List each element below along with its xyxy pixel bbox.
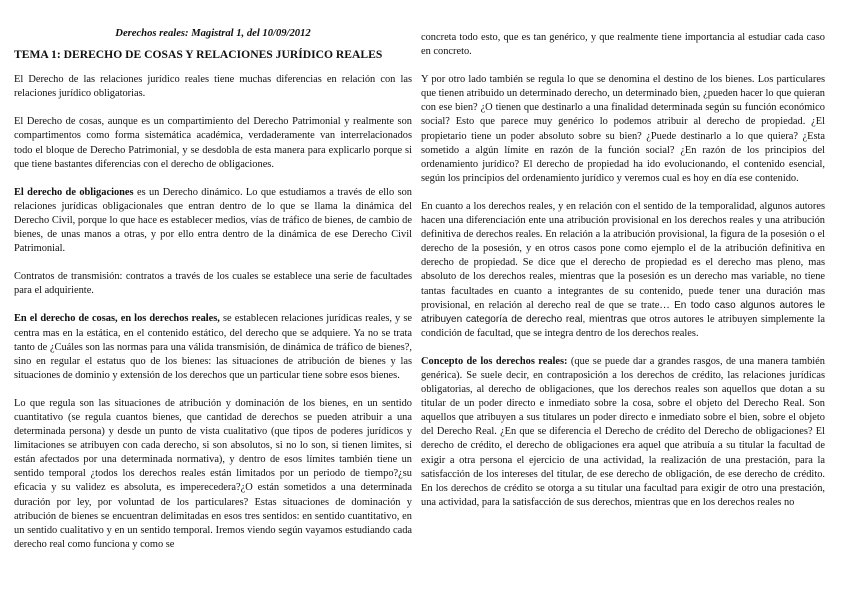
paragraph-obligaciones — [14, 186, 412, 256]
paragraph-temporalidad — [421, 200, 825, 341]
document-header: Derechos reales: Magistral 1, del 10/09/2012 — [115, 28, 311, 39]
paragraph-text: se establecen relaciones jurídicas reales, y se centra mas en la estática, en el contenido estático, del derecho que se adquiere. Ya no se trata tanto de ¿Cuáles son las normas para una válida transmisión, de dinámica de tráfico de bienes?, sino en regular el estatus quo de los bienes: las situaciones de atribución de bienes y las situaciones de dominio y extensión de los derechos que un particular tiene sobre esos bienes. — [14, 313, 412, 381]
paragraph-atribucion: Lo que regula son las situaciones de atribución y dominación de los bienes, en un sentido cuantitativo (se regula cuantos bienes, que cantidad de derechos se pueden atribuir a una determinada persona) y desde un punto de vista cualitativo (que tipos de poderes jurídicos y limitaciones se atribuyen con cada derecho, si son absolutos, si no lo son, si tienen limites, si están afectados por una determinada normativa), y dentro de esos límites también tiene un sentido temporal ¿todos los derechos reales están limitados por un periodo de tiempo?¿su eficacia y su validez es absoluta, es imperecedera?¿O están sometidos a una determinada duración por ley, por voluntad de los particulares? Estas situaciones de dominación y atribución de bienes se encuentran delimitadas en esos tres sentidos: en sentido cuantitativo, en un sentido cualitativo y en un sentido temporal. Iremos viendo según vayamos estudiando cada derecho real como funciona y como se — [14, 397, 412, 550]
bold-term: En el derecho de cosas, en los derechos reales, — [14, 313, 220, 325]
paragraph-text: es un Derecho dinámico. Lo que estudiamos a través de ello son relaciones jurídicas obligacionales que entran dentro de lo que se llama la dinámica del Derecho Civil, porque lo que hace es establecer medios, vías de tráfico de bienes, de cambio de bienes, de unas manos a otras, y por ello entra dentro de la dinámica de ese Derecho Civil Patrimonial. — [14, 186, 413, 255]
paragraph-text-sans: En todo caso algunos autores le atribuyen categoría de derecho real, mientras — [421, 299, 826, 325]
paragraph-text: que otros autores le atribuyen simplemente la condición de facultad, que se integra dentro de los derechos reales. — [421, 313, 825, 339]
paragraph-intro: El Derecho de las relaciones jurídico reales tiene muchas diferencias en relación con las relaciones jurídico obligatorias. — [14, 74, 412, 100]
paragraph-derecho-de-cosas: El Derecho de cosas, aunque es un compartimiento del Derecho Patrimonial y realmente son compartimentos como forma sistemática académica, verdaderamente van interrelacionados todo el bloque de Derecho Patrimonial, y se desdobla de esta manera para explicarlo porque si que tiene bastantes diferencias con el derecho de obligaciones. — [14, 116, 412, 170]
right-column — [421, 0, 825, 524]
bold-term: Concepto de los derechos reales: — [421, 355, 568, 367]
left-column — [14, 0, 412, 566]
paragraph-continuation: concreta todo esto, que es tan genérico, y que realmente tiene importancia al estudiar cada caso en concreto. — [421, 32, 825, 58]
paragraph-text: En cuanto a los derechos reales, y en relación con el sentido de la temporalidad, algunos autores hacen una diferenciación ente una atribución provisional en los derechos reales y una atribución definitiva de derechos reales. En relación a la atribución provisional, la figura de la posesión o el derecho de la posesión, y en otros casos pone como ejemplo el de la atribución definitiva en derecho de propiedad. Se dice que el derecho de propiedad es el derecho mas pleno, mas absoluto de los derechos reales, mientras que la posesión es un derecho mas variable, no tiene tantas facultades en cuanto a integrantes de su contenido, puede tener una duración mas provisional, en relación al derecho real de que se trate… — [421, 200, 825, 311]
paragraph-contratos: Contratos de transmisión: contratos a través de los cuales se establece una serie de facultades para el adquiriente. — [14, 271, 412, 297]
bold-term: El derecho de obligaciones — [14, 186, 134, 198]
paragraph-derechos-reales — [14, 312, 412, 382]
paragraph-destino: Y por otro lado también se regula lo que se denomina el destino de los bienes. Los particulares que tienen atribuido un determinado derecho, un determinado bien, ¿pueden hacer lo que quieran con ese bien? ¿O tienen que destinarlo a una finalidad determinada según su función económico social? Esto que parece muy genérico lo podemos atribuir al derecho de propiedad. ¿El propietario tiene un poder absoluto sobre su bien? ¿Puede destinarlo a lo que quiera? ¿Esta sometido a algún límite en razón de la función social? ¿En razón de los principios del ordenamiento jurídico? El derecho de propiedad ha ido evolucionando, el contenido esencial, según los principios del ordenamiento jurídico y veremos cual es hoy en día ese contenido. — [421, 74, 825, 184]
paragraph-text: (que se puede dar a grandes rasgos, de una manera también genérica). Se suele decir, en contraposición a los derechos de crédito, las relaciones jurídicas obligatorias, al derecho de obligaciones, que los derechos reales son aquellos que dotan a su titular de un poder directo e inmediato sobre la cosa, sobre el objeto del Derecho Real. Son aquellos que atribuyen a sus titulares un poder directo e inmediato sobre el bien, sobre el objeto del Derecho Real. ¿En que se diferencia el Derecho de crédito del Derecho de obligaciones? El derecho de crédito, el derecho de obligaciones era aquel que atribuía a su titular la facultad de exigir a otra persona el ejercicio de una actividad, la realización de una prestación, para la satisfacción de los intereses del titular, de ese derecho de obligación, de ese derecho de crédito. En los derechos de crédito se otorga a su titular una facultad para exigir de otro una prestación, una actividad, para la satisfacción de sus derechos, mientras que en los derechos reales no — [421, 355, 825, 508]
topic-title: TEMA 1: DERECHO DE COSAS Y RELACIONES JURÍDICO REALES — [14, 48, 383, 62]
paragraph-concepto — [421, 355, 825, 510]
